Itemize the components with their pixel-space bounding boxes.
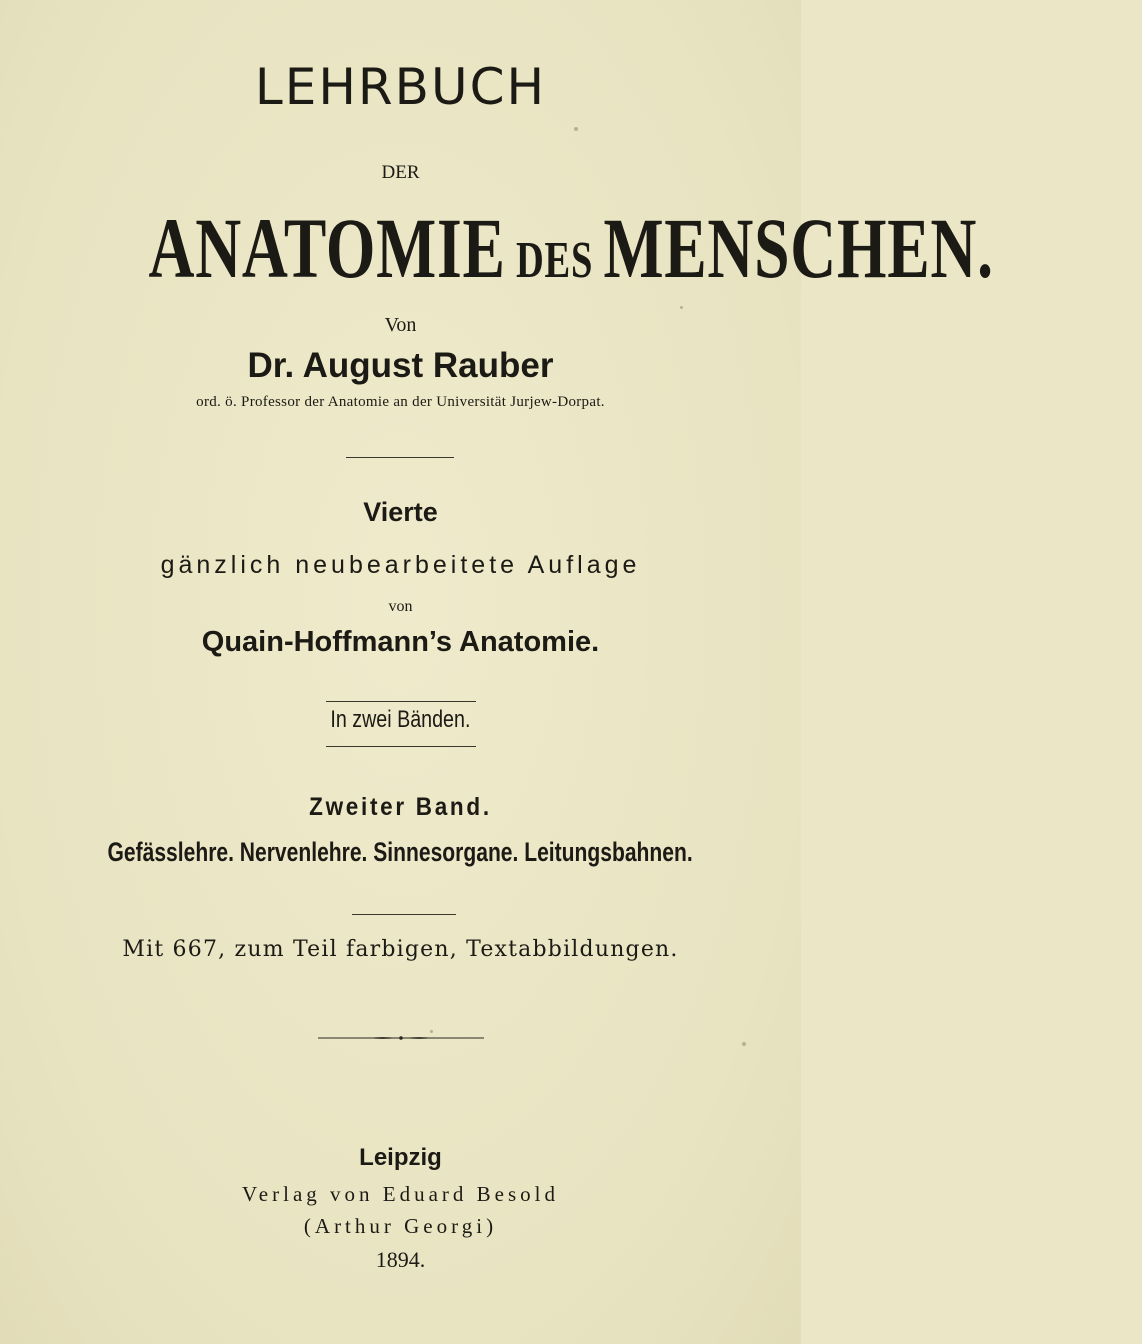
author-name: Dr. August Rauber	[247, 346, 554, 385]
title-des-text: DES	[516, 232, 594, 289]
subjects-text: Gefässlehre. Nervenlehre. Sinnesorgane. Leitungsbahnen.	[107, 837, 694, 867]
divider-rule	[326, 746, 476, 747]
main-title-text	[148, 198, 993, 298]
source-work: Quain-Hoffmann’s Anatomie.	[201, 626, 600, 658]
main-title	[0, 198, 994, 298]
title-anatomie: ANATOMIE	[148, 200, 506, 296]
paper-speck	[430, 1030, 433, 1033]
paper-speck	[742, 1042, 746, 1046]
paper-speck	[680, 306, 683, 309]
edition-number: Vierte	[363, 497, 438, 527]
von-label-2: von	[388, 598, 413, 615]
volume-subjects	[0, 837, 801, 868]
publication-year: 1894.	[375, 1247, 426, 1272]
publisher: Verlag von Eduard Besold	[241, 1182, 560, 1206]
illustrations-note: Mit 667, zum Teil farbigen, Textabbildungen.	[122, 937, 679, 962]
ornamental-rule	[318, 1035, 484, 1041]
header-lehrbuch: LEHRBUCH	[254, 58, 547, 116]
volume-label	[0, 793, 801, 822]
publisher-note: (Arthur Georgi)	[303, 1214, 498, 1238]
title-des	[506, 232, 604, 289]
volumes-text: In zwei Bänden.	[330, 706, 471, 733]
author-affiliation: ord. ö. Professor der Anatomie an der Universität Jurjew-Dorpat.	[196, 394, 605, 410]
von-label: Von	[384, 314, 417, 336]
volumes-note	[0, 706, 801, 734]
divider-rule	[352, 914, 456, 915]
divider-rule	[346, 457, 454, 458]
header-der: DER	[381, 162, 420, 183]
volume-text: Zweiter Band.	[309, 793, 492, 821]
publication-place: Leipzig	[359, 1144, 442, 1171]
title-menschen: MENSCHEN.	[603, 200, 994, 296]
edition-note: gänzlich neubearbeitete Auflage	[160, 551, 641, 579]
paper-speck	[574, 127, 578, 131]
divider-rule	[326, 701, 476, 702]
